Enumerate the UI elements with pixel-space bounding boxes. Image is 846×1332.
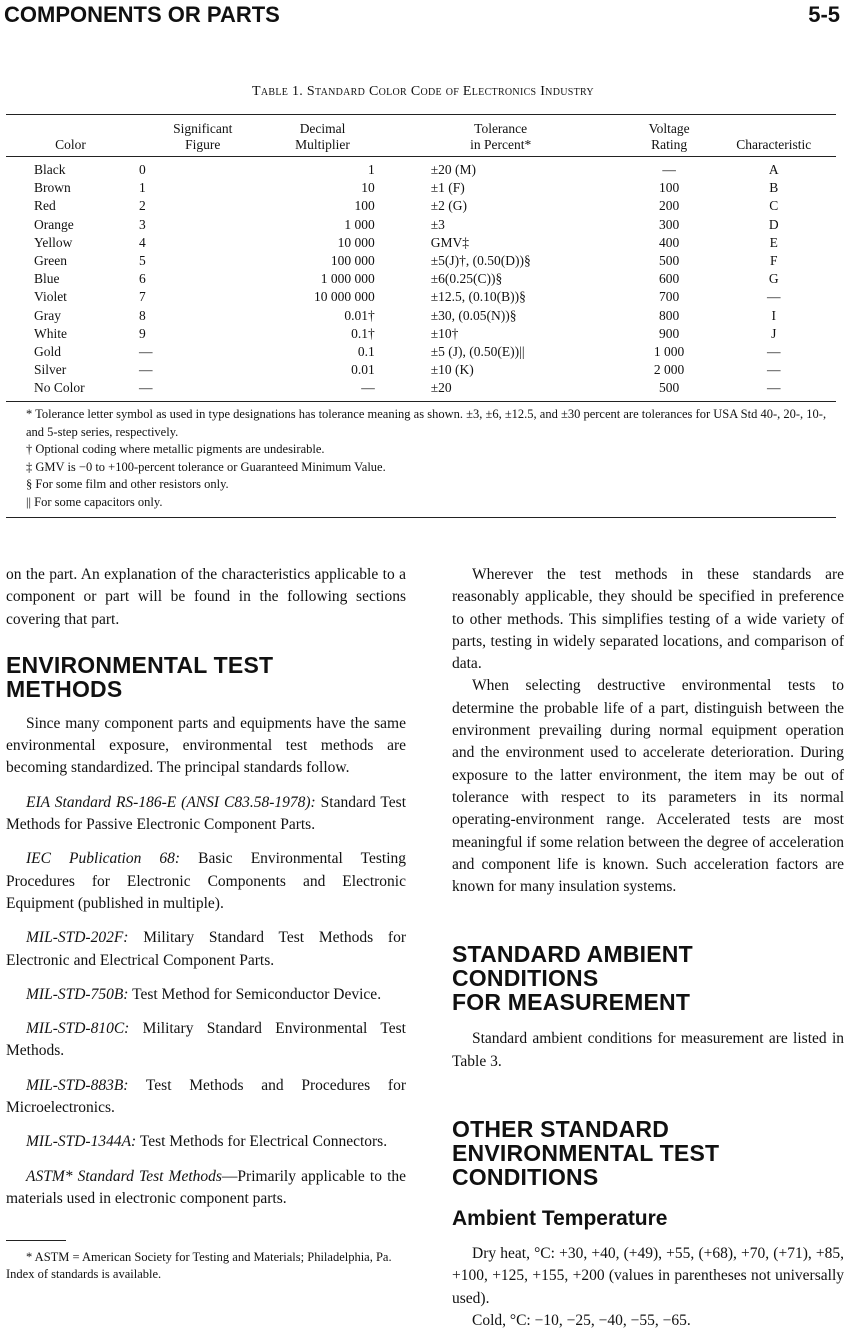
column-header-tolerance: Tolerance in Percent*: [470, 121, 532, 152]
table-footnotes: [6, 402, 836, 517]
body-paragraph: Since many component parts and equipments have the same environmental exposure, environmental test methods are becoming standardized. The principal standards follow.: [6, 714, 406, 777]
table-footnote: ‡ GMV is −0 to +100-percent tolerance or Guaranteed Minimum Value.: [26, 459, 386, 474]
cell-color: No Color: [34, 380, 85, 396]
column-header-voltage-rating: Voltage Rating: [648, 121, 690, 152]
cell-voltage-rating: 500: [658, 253, 680, 269]
cell-significant-figure: —: [139, 380, 153, 396]
cell-characteristic: C: [769, 198, 779, 214]
cell-color: Green: [34, 253, 67, 269]
color-code-table-block: [6, 114, 836, 518]
cell-decimal-multiplier: —: [361, 380, 375, 396]
cell-tolerance: ±3: [430, 216, 445, 232]
cell-significant-figure: 5: [139, 253, 146, 269]
cell-characteristic: —: [767, 362, 781, 378]
body-paragraph: Wherever the test methods in these standards are reasonably applicable, they should be specified in preference to other methods. This simplifies testing of a wide variety of parts, testing in widely separated locations, and comparison of data.: [452, 566, 844, 673]
cell-tolerance: ±30, (0.05(N))§: [430, 307, 517, 323]
table-row: [6, 343, 836, 361]
table-header-row: [6, 115, 836, 157]
cell-color: Black: [34, 162, 66, 178]
cell-decimal-multiplier: 0.1†: [351, 325, 375, 341]
standard-entry: MIL-STD-202F: Military Standard Test Methods for Electronic and Electrical Component Parts.: [6, 929, 406, 969]
cell-color: Brown: [34, 180, 71, 196]
table-row: [6, 361, 836, 379]
cell-decimal-multiplier: 10: [361, 180, 375, 196]
standard-entry: MIL-STD-750B: Test Method for Semiconductor Device.: [26, 985, 382, 1003]
cell-voltage-rating: 300: [658, 216, 680, 232]
cell-characteristic: I: [771, 307, 777, 323]
cell-significant-figure: 6: [139, 271, 146, 287]
column-header-characteristic: Characteristic: [736, 137, 812, 152]
cell-voltage-rating: 700: [658, 289, 680, 305]
table-row: [6, 157, 836, 180]
cell-color: Violet: [34, 289, 67, 305]
cell-significant-figure: 9: [139, 325, 146, 341]
cell-voltage-rating: 1 000: [653, 343, 685, 359]
cell-significant-figure: 8: [139, 307, 146, 323]
cell-voltage-rating: 400: [658, 234, 680, 250]
cell-voltage-rating: 100: [658, 180, 680, 196]
body-paragraph: When selecting destructive environmental tests to determine the probable life of a part, distinguish between the environment prevailing during normal equipment operation and the environment used to accelerate deterioration. During exposure to the latter environment, the item may be out of tolerance with respect to its parameters in its normal operating-environment range. Accelerated tests are most meaningful if some relation between the degree of acceleration and component life is known. Such acceleration factors are known for many insulation systems.: [452, 677, 844, 896]
cell-voltage-rating: 900: [658, 325, 680, 341]
table-caption-text: Table 1. Standard Color Code of Electronics Industry: [252, 84, 594, 99]
table-row: [6, 288, 836, 306]
cell-decimal-multiplier: 0.1: [357, 343, 375, 359]
cell-characteristic: E: [769, 234, 778, 250]
chapter-title: COMPONENTS OR PARTS: [4, 2, 280, 27]
cell-decimal-multiplier: 100 000: [330, 253, 375, 269]
cell-tolerance: ±10 (K): [430, 362, 474, 378]
cell-color: White: [34, 325, 67, 341]
cell-voltage-rating: 500: [658, 380, 680, 396]
cell-characteristic: J: [771, 325, 777, 341]
cell-decimal-multiplier: 0.01: [351, 362, 375, 378]
cell-tolerance: ±12.5, (0.10(B))§: [430, 289, 526, 305]
cell-voltage-rating: 2 000: [653, 362, 685, 378]
intro-paragraph: on the part. An explanation of the characteristics applicable to a component or part will be found in the following sections covering that part.: [6, 566, 406, 628]
body-paragraph: Standard ambient conditions for measurement are listed in Table 3.: [452, 1030, 844, 1070]
cell-characteristic: A: [768, 162, 779, 178]
cell-characteristic: —: [767, 343, 781, 359]
cell-tolerance: ±5 (J), (0.50(E))||: [430, 343, 525, 359]
cell-decimal-multiplier: 10 000 000: [313, 289, 375, 305]
cell-characteristic: D: [768, 216, 779, 232]
standard-name: MIL-STD-810C:: [26, 1020, 130, 1038]
cell-characteristic: —: [767, 289, 781, 305]
cell-color: Blue: [34, 271, 60, 287]
cell-significant-figure: —: [139, 343, 153, 359]
table-row: [6, 270, 836, 288]
column-header-significant-figure: Significant Figure: [173, 121, 233, 152]
cell-tolerance: ±20 (M): [430, 162, 477, 178]
cell-significant-figure: 3: [139, 216, 146, 232]
standard-entry: EIA Standard RS-186-E (ANSI C83.58-1978): Standard Test Methods for Passive Electronic Component Parts.: [6, 793, 407, 834]
section-heading-standard-ambient-conditions: STANDARD AMBIENT CONDITIONS FOR MEASUREMENT: [452, 941, 693, 1016]
table-footnote: * Tolerance letter symbol as used in type designations has tolerance meaning as shown. ±3, ±6, ±12.5, and ±30 percent are tolerances for USA Std 40-, 20-, 10-, and 5-step series, respectively.: [26, 407, 827, 439]
table-footnote: † Optional coding where metallic pigments are undesirable.: [26, 442, 325, 457]
table-row: [6, 252, 836, 270]
body-paragraph: Cold, °C: −10, −25, −40, −55, −65.: [472, 1311, 691, 1329]
cell-voltage-rating: —: [662, 162, 676, 178]
cell-characteristic: —: [767, 380, 781, 396]
section-heading-other-standard-conditions: OTHER STANDARD ENVIRONMENTAL TEST CONDITIONS: [452, 1116, 720, 1191]
cell-significant-figure: 4: [139, 234, 146, 250]
cell-significant-figure: —: [139, 362, 153, 378]
cell-characteristic: F: [770, 253, 778, 269]
color-code-table: [6, 115, 836, 397]
running-header: [4, 2, 840, 28]
cell-significant-figure: 1: [139, 180, 146, 196]
standard-name: ASTM* Standard Test Methods: [26, 1167, 222, 1185]
standard-entry: ASTM* Standard Test Methods—Primarily applicable to the materials used in electronic component parts.: [6, 1167, 407, 1207]
cell-tolerance: ±1 (F): [430, 180, 465, 196]
standard-entry: MIL-STD-810C: Military Standard Environmental Test Methods.: [6, 1020, 406, 1060]
standard-entry: IEC Publication 68: Basic Environmental Testing Procedures for Electronic Components and Electronic Equipment (published in multiple).: [6, 850, 407, 912]
cell-tolerance: ±5(J)†, (0.50(D))§: [430, 253, 531, 269]
section-heading-environmental-test-methods: ENVIRONMENTAL TEST METHODS: [6, 651, 274, 702]
cell-decimal-multiplier: 10 000: [337, 234, 375, 250]
cell-decimal-multiplier: 0.01†: [344, 307, 375, 323]
table-row: [6, 325, 836, 343]
standard-name: MIL-STD-883B:: [26, 1076, 129, 1094]
cell-significant-figure: 7: [139, 289, 146, 305]
cell-tolerance: ±10†: [430, 325, 459, 341]
cell-significant-figure: 2: [139, 198, 146, 214]
cell-color: Gold: [34, 343, 61, 359]
cell-color: Silver: [34, 362, 67, 378]
table-footnote: § For some film and other resistors only.: [26, 477, 229, 492]
footnote-rule: [6, 1240, 66, 1241]
cell-color: Orange: [34, 216, 74, 232]
standard-name: IEC Publication 68:: [26, 850, 181, 868]
table-notes-bottom-rule: [6, 517, 836, 518]
standard-entry: MIL-STD-1344A: Test Methods for Electrical Connectors.: [26, 1133, 388, 1151]
standard-name: EIA Standard RS-186-E (ANSI C83.58-1978):: [26, 793, 316, 811]
standard-entry: MIL-STD-883B: Test Methods and Procedures for Microelectronics.: [6, 1076, 406, 1117]
left-column: [6, 564, 406, 1283]
cell-voltage-rating: 800: [658, 307, 680, 323]
table-caption: [0, 84, 846, 100]
body-paragraph: Dry heat, °C: +30, +40, (+49), +55, (+68), +70, (+71), +85, +100, +125, +155, +200 (values in parentheses not universally used).: [452, 1245, 844, 1307]
table-row: [6, 234, 836, 252]
cell-color: Red: [34, 198, 56, 214]
right-column: [452, 564, 844, 1332]
table-row: [6, 197, 836, 215]
cell-decimal-multiplier: 100: [354, 198, 375, 214]
cell-voltage-rating: 200: [658, 198, 680, 214]
cell-decimal-multiplier: 1: [367, 162, 375, 178]
cell-characteristic: B: [769, 180, 779, 196]
cell-decimal-multiplier: 1 000: [344, 216, 375, 232]
table-footnote: || For some capacitors only.: [26, 494, 163, 509]
cell-color: Yellow: [34, 234, 73, 250]
column-header-color: Color: [55, 137, 86, 152]
table-row: [6, 307, 836, 325]
cell-tolerance: ±6(0.25(C))§: [430, 271, 503, 287]
cell-characteristic: G: [768, 271, 779, 287]
cell-color: Gray: [34, 307, 61, 323]
cell-tolerance: ±20: [430, 380, 452, 396]
cell-tolerance: GMV‡: [430, 234, 469, 250]
table-row: [6, 216, 836, 234]
standard-name: MIL-STD-750B:: [26, 985, 129, 1003]
cell-significant-figure: 0: [139, 162, 146, 178]
standard-name: MIL-STD-1344A:: [26, 1133, 137, 1151]
subheading-ambient-temperature: Ambient Temperature: [452, 1207, 668, 1231]
standard-name: MIL-STD-202F:: [26, 929, 129, 947]
page-number: 5-5: [808, 2, 840, 27]
table-row: [6, 179, 836, 197]
table-body: [6, 157, 836, 398]
page-footnote: * ASTM = American Society for Testing and Materials; Philadelphia, Pa. Index of standards is available.: [6, 1250, 392, 1282]
column-header-decimal-multiplier: Decimal Multiplier: [295, 121, 350, 152]
cell-voltage-rating: 600: [658, 271, 680, 287]
table-row: [6, 379, 836, 397]
cell-decimal-multiplier: 1 000 000: [320, 271, 375, 287]
cell-tolerance: ±2 (G): [430, 198, 468, 214]
